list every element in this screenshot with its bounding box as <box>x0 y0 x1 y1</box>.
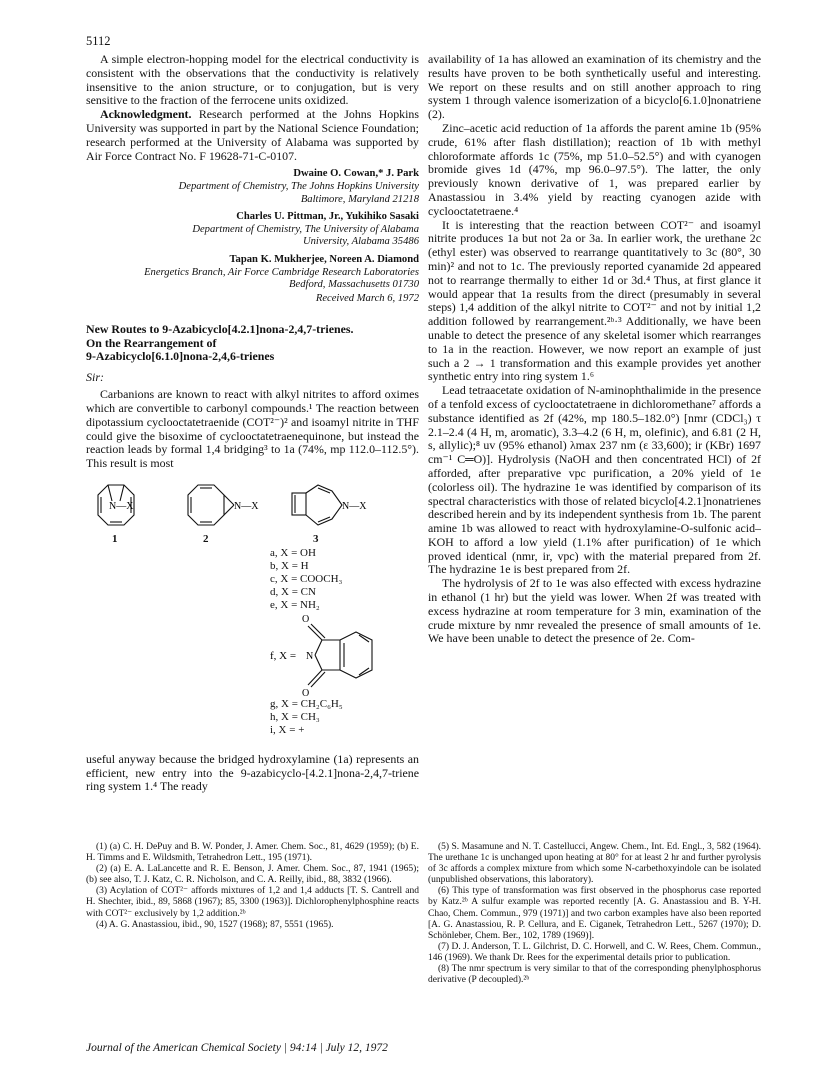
author-block-1 <box>86 168 419 206</box>
structure-row <box>86 477 419 533</box>
structure-number: 1 <box>112 532 118 545</box>
page-number: 5112 <box>86 34 111 48</box>
paragraph-hydrolysis: The hydrolysis of 2f to 1e was also effected with excess hydrazine in ethanol (1 hr) but the yield was lower. When 2f was treated with excess hydrazine at room temperature for 3 min, examination of the crude mixture by nmr revealed the presence of small amounts of 1e. We have been unable to detect the presence of 2e. Com- <box>428 576 761 646</box>
intro-paragraph: A simple electron-hopping model for the electrical conductivity is consistent with the observations that the conductivity is relatively insensitive to the anion structure, or to conjugation, but is very sensitive to the fraction of the ferrocene units oxidized. <box>86 52 419 108</box>
paragraph-useful: useful anyway because the bridged hydroxylamine (1a) represents an efficient, new entry into the 9-azabicyclo-[4.2.1]nona-2,4,7-triene ring system 1.⁴ The ready <box>86 751 419 794</box>
footnote: (8) The nmr spectrum is very similar to that of the corresponding phenylphosphorus derivative (P decoupled).²ᵇ <box>428 964 761 986</box>
paragraph-interesting: It is interesting that the reaction between COT²⁻ and isoamyl nitrite produces 1a but not 2a or 3a. In earlier work, the urethane 2c (ethyl ester) was observed to rearrange quantitatively to 3c (80°, 30 min)² and not to 1c. The previously reported cyanamide 2d appeared not to rearrange thermally to either 1d or 3d.⁴ Thus, at first glance it would appear that 1a results from the direct (presumably in several steps) 1,4 addition of the alkyl nitrite to COT²⁻ and not by initial 1,2 addition followed by rearrangement.²ᵇ·³ Additionally, we have been unable to detect the presence of any skeletal isomer which rearranges to 1a in the reaction. However, we now report an example of just such a 2 → 1 transformation and this example provides yet another synthetic entry into ring system 1.⁶ <box>428 217 761 384</box>
footnote: (6) This type of transformation was first observed in the phosphorus case reported by Katz.²ᵇ A sulfur example was reported recently [A. G. Anastassiou and B. Y-H. Chao, Chem. Commun., 979 (1971)] and two carbon examples have also been reported [A. G. Anastassiou, R. P. Cellura, and E. Ciganek, Tetrahedron Lett., 5267 (1970); D. Schönleber, Chem. Ber., 102, 1789 (1969)]. <box>428 886 761 941</box>
journal-footer: Journal of the American Chemical Society | 94:14 | July 12, 1972 <box>86 1042 388 1054</box>
salutation: Sir: <box>86 370 104 385</box>
paragraph-availability: availability of 1a has allowed an examination of its chemistry and the results have proven to be both synthetically useful and interesting. We report on these results and on still another approach to ring system 1 through valence isomerization of a bicyclo[6.1.0]nonatriene (2). <box>428 52 761 122</box>
structure-number: 3 <box>313 532 319 545</box>
ack-label: Acknowledgment. <box>100 107 192 122</box>
structures-1-2-3 <box>86 477 419 533</box>
footnote: (3) Acylation of COT²⁻ affords mixtures of 1,2 and 1,4 adducts [T. S. Cantrell and H. Shechter, ibid., 89, 5868 (1967); 85, 3300 (1963)]. Dichlorophenylphosphine reacts with COT²⁻ exclusively by 1,2 addition.²ᵇ <box>86 886 419 919</box>
structure-number: 2 <box>203 532 209 545</box>
footnotes-left <box>86 842 419 931</box>
substituent-list <box>270 547 419 612</box>
phthalimide-diagram <box>270 612 419 698</box>
nitrogen-atom: N <box>306 650 314 662</box>
author-names: Tapan K. Mukherjee, Noreen A. Diamond <box>229 253 419 265</box>
substituent-item: b, X = H <box>270 559 309 572</box>
author-block-3 <box>86 254 419 292</box>
footnote: (1) (a) C. H. DePuy and B. W. Ponder, J. Amer. Chem. Soc., 81, 4629 (1959); (b) E. H. Timms and E. Wildsmith, Tetrahedron Lett., 195 (1971). <box>86 842 419 864</box>
footnote: (2) (a) E. A. LaLancette and R. E. Benson, J. Amer. Chem. Soc., 87, 1941 (1965); (b) see also, T. J. Katz, C. R. Nicholson, and C. A. Reilly, ibid., 88, 3832 (1966). <box>86 864 419 886</box>
acknowledgment <box>86 108 419 163</box>
oxygen-atom-top: O <box>302 613 310 625</box>
structure-1-label: N—X <box>109 500 134 512</box>
structure-2-ring <box>188 485 234 525</box>
substituent-item: c, X = COOCH₃ <box>270 572 343 585</box>
substituent-item: g, X = CH₂C₆H₅ <box>270 697 343 710</box>
left-column <box>86 53 419 794</box>
footnotes-right <box>428 842 761 986</box>
article-title-line-1: New Routes to 9-Azabicyclo[4.2.1]nona-2,4,7-trienes. <box>86 321 354 336</box>
author-address: Baltimore, Maryland 21218 <box>300 193 419 205</box>
footnote: (4) A. G. Anastassiou, ibid., 90, 1527 (1968); 87, 5551 (1965). <box>96 919 334 930</box>
author-affiliation: Energetics Branch, Air Force Cambridge Research Laboratories <box>144 266 419 278</box>
structure-3-ring <box>292 485 342 525</box>
paragraph-zinc-reduction: Zinc–acetic acid reduction of 1a affords the parent amine 1b (95% crude, 61% after flash distillation); reaction of 1b with methyl chloroformate affords 1c (75%, mp 51.0–52.5°) and with cyanogen bromide gives 1d (47%, mp 96.0–97.5°). The latter, the only previously known derivative of 1, was prepared earlier by Anastassiou in 3.4% yield by reacting cyanogen azide with cyclooctatetraene.⁴ <box>428 120 761 218</box>
substituent-item: d, X = CN <box>270 585 316 598</box>
phthalimide-label: f, X = <box>270 649 297 662</box>
substituent-item: e, X = NH₂ <box>270 598 320 611</box>
author-address: Bedford, Massachusetts 01730 <box>289 279 419 291</box>
author-names: Charles U. Pittman, Jr., Yukihiko Sasaki <box>236 211 419 223</box>
paragraph-lead-tetraacetate: Lead tetraacetate oxidation of N-aminophthalimide in the presence of a tenfold excess of cyclooctatetraene in dichloromethane⁷ affords a substance identified as 2f (42%, mp 180.5–182.0°) [nmr (CDCl₃) τ 2.1–2.4 (4 H, m, aromatic), 3.3–4.2 (6 H, m, olefinic), and 6.81 (2 H, s, allylic);⁸ uv (95% ethanol) λmax 237 nm (ε 33,600); ir (KBr) 1697 cm⁻¹ C═O)]. Hydrolysis (NaOH and then concentrated HCl) of 2f afforded, after preparative vpc purification, a 20% yield of 1e (colorless oil). The hydrazine 1e was identified by comparison of its spectral characteristics with those of related bicyclo[4.2.1]nonatrienes described herein and by its independent synthesis from 1b. The parent amine 1b was allowed to react with hydroxylamine-O-sulfonic acid–KOH to afford a low yield (1.1% after purification) of 1e which proved identical (nmr, ir, vpc) with the material prepared from 2f. The hydrazine 1e is best prepared from 2f. <box>428 383 761 577</box>
paragraph-carbanions: Carbanions are known to react with alkyl nitrites to afford oximes which are convertible to carbonyl compounds.¹ The reaction between dipotassium cyclooctatetraenide (COT²⁻)² and isoamyl nitrite in THF could give the bisoxime of cyclooctatetraenequinone, but instead the reaction leads by formal 1,4 bridging³ to 1a (74%, mp 112.0–112.5°). This result is most <box>86 387 419 471</box>
substituent-item: a, X = OH <box>270 546 316 559</box>
article-title-line-2: On the Rearrangement of <box>86 335 217 350</box>
author-block-2 <box>86 211 419 249</box>
author-affiliation: Department of Chemistry, The Johns Hopkins University <box>178 180 419 192</box>
article-title-line-3: 9-Azabicyclo[6.1.0]nona-2,4,6-trienes <box>86 349 275 364</box>
structure-2-label: N—X <box>234 500 259 512</box>
author-address: University, Alabama 35486 <box>302 236 419 248</box>
oxygen-atom-bottom: O <box>302 687 310 698</box>
phthalimide-bonds <box>308 624 372 687</box>
substituent-item: h, X = CH₃ <box>270 710 320 723</box>
substituent-item: i, X = + <box>270 723 305 736</box>
footnote: (5) S. Masamune and N. T. Castellucci, Angew. Chem., Int. Ed. Engl., 3, 582 (1964). The urethane 1c is unchanged upon heating at 80° for at least 2 hr and further pyrolysis of 3c affords a complex mixture from which some N-carbethoxyindole can be isolated (unpublished observations, this laboratory). <box>428 842 761 886</box>
right-column <box>428 53 761 646</box>
structure-3-label: N—X <box>342 500 367 512</box>
ack-text: Research performed at the Johns Hopkins University was supported in part by the National Science Foundation; research performed at the University of Alabama was supported by Air Force Contract No. F 19628-71-C-0107. <box>86 107 419 163</box>
author-affiliation: Department of Chemistry, The University of Alabama <box>192 223 419 235</box>
received-date: Received March 6, 1972 <box>315 292 419 304</box>
phthalimide-structure <box>270 612 419 698</box>
substituent-list-2 <box>270 698 419 737</box>
author-names: Dwaine O. Cowan,* J. Park <box>293 168 419 180</box>
structure-numbers <box>86 533 419 547</box>
footnote: (7) D. J. Anderson, T. L. Gilchrist, D. C. Horwell, and C. W. Rees, Chem. Commun., 146 (1969). We thank Dr. Rees for the experimental details prior to publication. <box>428 941 761 963</box>
